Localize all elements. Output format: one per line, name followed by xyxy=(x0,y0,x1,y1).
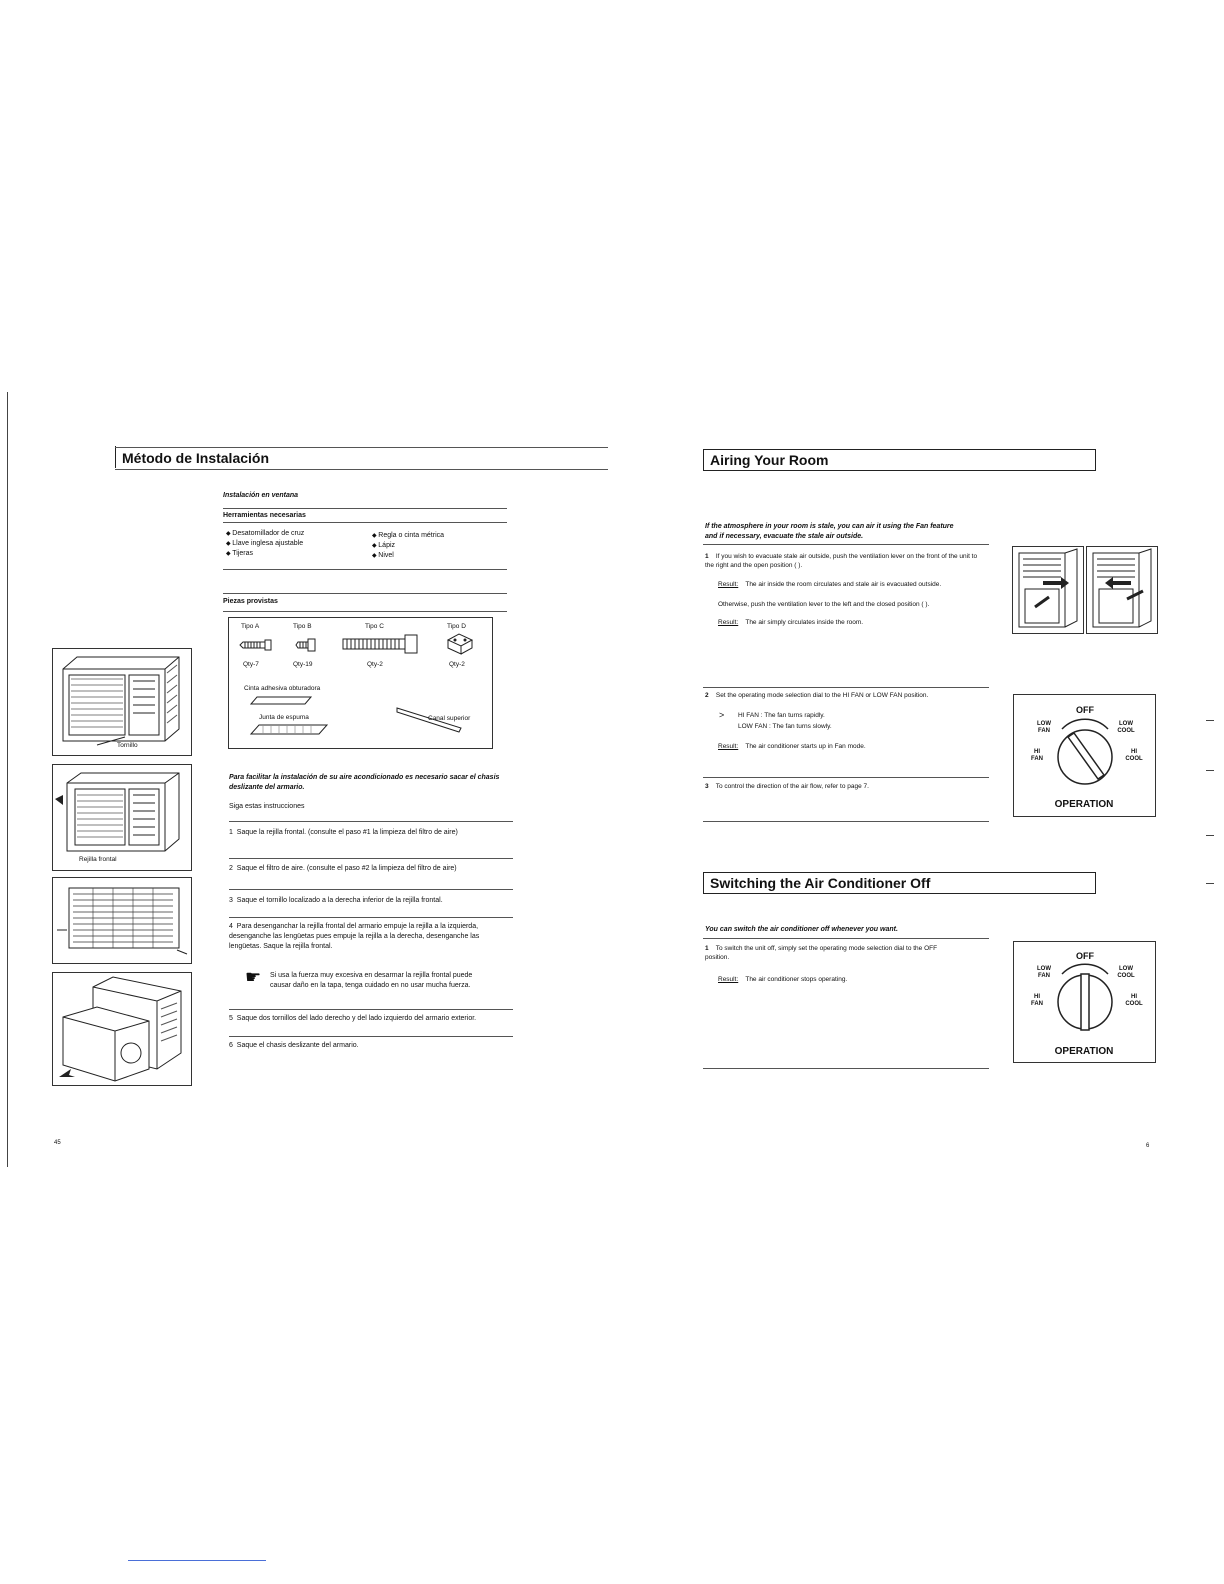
step-text: Saque el filtro de aire. (consulte el paso #2 la limpieza del filtro de aire) xyxy=(236,865,457,872)
channel-icon xyxy=(395,706,465,734)
section-title-metodo-text: Método de Instalación xyxy=(122,450,270,466)
step-number: 6 xyxy=(229,1042,233,1049)
front-grille-illustration xyxy=(53,765,191,870)
tools-rule-2 xyxy=(223,522,507,523)
tool-item: ◆ Regla o cinta métrica xyxy=(372,531,444,541)
dial-low-cool-label: LOW COOL xyxy=(1117,721,1135,734)
low-fan-desc: LOW FAN : The fan turns slowly. xyxy=(738,723,832,730)
tape-label: Cinta adhesiva obturadora xyxy=(244,685,321,692)
screw-c-icon xyxy=(341,634,421,654)
operation-dial-off xyxy=(1013,941,1156,1063)
airing-step-3 xyxy=(705,782,985,791)
step-6 xyxy=(229,1041,513,1051)
step-number: 3 xyxy=(705,783,709,790)
vent-open-illustration xyxy=(1013,547,1083,633)
step-text: Set the operating mode selection dial to the HI FAN or LOW FAN position. xyxy=(715,692,929,699)
off-intro: You can switch the air conditioner off whenever you want. xyxy=(705,926,898,933)
section-title-airing-text: Airing Your Room xyxy=(710,452,829,468)
operation-label: OPERATION xyxy=(1054,1046,1114,1057)
airing-result-3 xyxy=(718,742,988,751)
tools-rule-3 xyxy=(223,569,507,570)
figure-grille-detach xyxy=(52,877,192,964)
hi-fan-desc: HI FAN : The fan turns rapidly. xyxy=(738,712,825,719)
airing-intro: If the atmosphere in your room is stale, you can air it using the Fan feature and if necessary, evacuate the stale air outside. xyxy=(705,523,954,540)
step-text: Saque la rejilla frontal. (consulte el paso #1 la limpieza del filtro de aire) xyxy=(236,829,458,836)
step-text: Saque el chasis deslizante del armario. xyxy=(236,1042,359,1049)
step-rule xyxy=(229,821,513,822)
airing-result-2 xyxy=(718,618,988,627)
tool-item: ◆ Nivel xyxy=(372,551,444,561)
step-text: Saque dos tornillos del lado derecho y del lado izquierdo del armario exterior. xyxy=(236,1015,477,1022)
edge-mark xyxy=(1206,835,1214,836)
step-text: To control the direction of the air flow, refer to page 7. xyxy=(715,783,869,790)
airing-result-1 xyxy=(718,580,988,589)
step-number: 2 xyxy=(705,692,709,699)
dial-low-fan-label: LOW FAN xyxy=(1037,721,1051,734)
parts-rule xyxy=(223,593,507,594)
dial-knob-icon xyxy=(1048,715,1122,789)
airing-rule xyxy=(703,544,989,545)
part-type-d: Tipo D xyxy=(447,623,466,630)
step-text: If you wish to evacuate stale air outside, push the ventilation lever on the front of the unit to the right and the open position ( ). xyxy=(705,553,978,569)
step-rule xyxy=(229,917,513,918)
channel-label: Canal superior xyxy=(428,715,471,722)
airing-otherwise: Otherwise, push the ventilation lever to the left and the closed position ( ). xyxy=(718,601,930,608)
part-qty-b: Qty-19 xyxy=(293,661,313,668)
vent-lever-closed-figure xyxy=(1086,546,1158,634)
foam-icon xyxy=(249,722,329,738)
dial-knob-icon xyxy=(1048,960,1122,1034)
parts-rule-2 xyxy=(223,611,507,612)
edge-mark xyxy=(1206,883,1214,884)
result-text: The air inside the room circulates and stale air is evacuated outside. xyxy=(745,581,942,588)
step-rule xyxy=(229,858,513,859)
bottom-link-line xyxy=(128,1560,266,1561)
operation-dial-fan xyxy=(1013,694,1156,817)
install-intro: Para facilitar la instalación de su aire acondicionado es necesario sacar el chasis deslizante del armario. xyxy=(229,774,500,791)
chassis-illustration xyxy=(53,973,191,1085)
result-text: The air conditioner starts up in Fan mode. xyxy=(745,743,866,750)
tool-item: ◆ Llave inglesa ajustable xyxy=(226,539,304,549)
part-type-c: Tipo C xyxy=(365,623,384,630)
figure-chassis xyxy=(52,972,192,1086)
off-result xyxy=(718,975,978,984)
airing-rule-4 xyxy=(703,821,989,822)
airing-step-1 xyxy=(705,552,983,570)
dial-off-label: OFF xyxy=(1076,705,1094,715)
ac-unit-illustration xyxy=(53,649,191,755)
operation-label: OPERATION xyxy=(1054,799,1114,810)
airing-rule-2 xyxy=(703,687,989,688)
step-number: 1 xyxy=(229,829,233,836)
off-rule-2 xyxy=(703,1068,989,1069)
off-rule xyxy=(703,938,989,939)
step-rule xyxy=(229,1009,513,1010)
screw-a-icon xyxy=(239,638,273,652)
tools-rule xyxy=(223,508,507,509)
install-subtitle: Instalación en ventana xyxy=(223,492,299,499)
step-number: 1 xyxy=(705,945,709,952)
airing-step-2 xyxy=(705,691,985,700)
screw-b-icon xyxy=(295,638,317,652)
hand-pointer-icon: ☛ xyxy=(245,967,262,987)
tools-header: Herramientas necesarias xyxy=(223,512,306,519)
figure-front-grille xyxy=(52,764,192,871)
tool-item: ◆ Lápiz xyxy=(372,541,444,551)
result-text: The air conditioner stops operating. xyxy=(745,976,848,983)
right-page-number: 6 xyxy=(1146,1143,1150,1149)
foam-label: Junta de espuma xyxy=(259,714,309,721)
left-page-number: 45 xyxy=(54,1140,61,1146)
step-5 xyxy=(229,1014,499,1024)
step-number: 5 xyxy=(229,1015,233,1022)
dial-off-label: OFF xyxy=(1076,951,1094,961)
tool-item: ◆ Tijeras xyxy=(226,549,304,559)
part-qty-c: Qty-2 xyxy=(367,661,383,668)
title-rule xyxy=(115,447,608,448)
step-rule xyxy=(229,1036,513,1037)
step-text: To switch the unit off, simply set the operating mode selection dial to the OFF position. xyxy=(705,945,938,961)
result-label: Result: xyxy=(718,581,739,588)
dial-low-fan-label: LOW FAN xyxy=(1037,966,1051,979)
result-label: Result: xyxy=(718,619,739,626)
step-number: 4 xyxy=(229,923,233,930)
parts-header: Piezas provistas xyxy=(223,598,278,605)
part-type-b: Tipo B xyxy=(293,623,312,630)
left-margin-line xyxy=(7,392,8,1167)
title-rule-bottom xyxy=(115,469,608,470)
edge-mark xyxy=(1206,770,1214,771)
tool-item: ◆ Desatornillador de cruz xyxy=(226,529,304,539)
dial-hi-fan-label: HI FAN xyxy=(1031,994,1043,1007)
step-number: 1 xyxy=(705,553,709,560)
tools-list-2 xyxy=(372,531,444,561)
follow-text: Siga estas instrucciones xyxy=(229,803,305,810)
bracket-d-icon xyxy=(445,632,475,656)
off-step-1 xyxy=(705,944,945,962)
result-text: The air simply circulates inside the room. xyxy=(745,619,864,626)
figure-unit-screw xyxy=(52,648,192,756)
parts-box xyxy=(228,617,493,749)
airing-rule-3 xyxy=(703,777,989,778)
dial-hi-cool-label: HI COOL xyxy=(1125,994,1143,1007)
caution-note: Si usa la fuerza muy excesiva en desarmar la rejilla frontal puede causar daño en la tapa, tenga cuidado en no usar mucha fuerza. xyxy=(270,972,473,989)
part-type-a: Tipo A xyxy=(241,623,260,630)
section-title-off-text: Switching the Air Conditioner Off xyxy=(710,875,931,891)
dial-low-cool-label: LOW COOL xyxy=(1117,966,1135,979)
step-4 xyxy=(229,922,511,952)
vent-closed-illustration xyxy=(1087,547,1157,633)
part-qty-d: Qty-2 xyxy=(449,661,465,668)
screw-label: Tornillo xyxy=(117,742,138,749)
result-label: Result: xyxy=(718,976,739,983)
step-rule xyxy=(229,889,513,890)
grille-label: Rejilla frontal xyxy=(79,856,117,863)
dial-hi-fan-label: HI FAN xyxy=(1031,749,1043,762)
grille-detach-illustration xyxy=(53,878,191,963)
edge-mark xyxy=(1206,720,1214,721)
step-3 xyxy=(229,896,513,906)
vent-lever-open-figure xyxy=(1012,546,1084,634)
step-text: Para desenganchar la rejilla frontal del armario empuje la rejilla a la izquierda, desenganche las lengüetas pues empuje la rejilla a la derecha, desenganche las lengüetas. Saque la rejilla frontal. xyxy=(229,923,480,950)
arrow-icon: > xyxy=(719,710,725,720)
step-number: 2 xyxy=(229,865,233,872)
tape-icon xyxy=(249,695,313,707)
part-qty-a: Qty-7 xyxy=(243,661,259,668)
tools-list-1 xyxy=(226,529,304,559)
step-number: 3 xyxy=(229,897,233,904)
result-label: Result: xyxy=(718,743,739,750)
step-2 xyxy=(229,864,513,874)
step-1 xyxy=(229,828,513,838)
dial-hi-cool-label: HI COOL xyxy=(1125,749,1143,762)
step-text: Saque el tornillo localizado a la derecha inferior de la rejilla frontal. xyxy=(236,897,443,904)
